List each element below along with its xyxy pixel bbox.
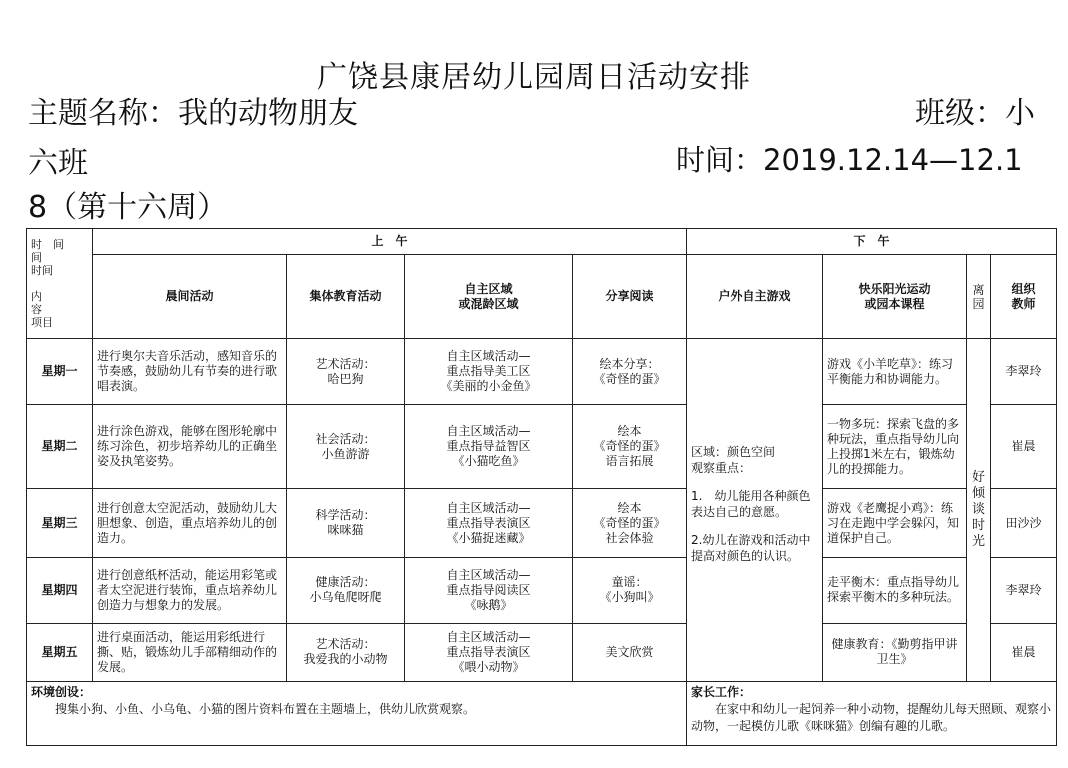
header-corner-cell [27, 229, 93, 339]
outdoor-focus: 观察重点： [691, 461, 752, 476]
teacher-cell: 李翠玲 [991, 339, 1057, 405]
area-cell [405, 405, 573, 489]
parent-work-body: 在家中和幼儿一起饲养一种小动物，提醒幼儿每天照顾、观察小动物，一起模仿儿歌《咪咪猫》创编有趣的儿歌。 [691, 701, 1052, 733]
collective-line: 健康活动： [315, 575, 376, 590]
teacher-cell: 崔晨 [991, 405, 1057, 489]
collective-cell [287, 557, 405, 623]
area-line: 重点指导表演区 [446, 644, 531, 659]
col-leave [967, 255, 991, 339]
reading-line: 语言拓展 [605, 454, 654, 469]
col-teacher [991, 255, 1057, 339]
col-sunshine-line: 或园本课程 [864, 296, 925, 311]
table-row [27, 339, 1057, 405]
reading-cell [573, 489, 687, 557]
morning-header: 上 午 [93, 229, 687, 255]
corner-line: 内 [31, 290, 42, 304]
area-line: 《小猫吃鱼》 [452, 454, 525, 469]
leave-char: 倾 [972, 486, 986, 502]
area-line: 自主区域活动— [446, 349, 531, 364]
reading-line: 《小狗叫》 [599, 590, 660, 605]
sunshine-cell: 游戏《老鹰捉小鸡》：练习在走跑中学会躲闪，知道保护自己。 [823, 489, 967, 557]
area-cell [405, 489, 573, 557]
reading-line: 绘本 [617, 424, 642, 439]
class-label: 班级：小 [915, 96, 1035, 131]
col-morning-activity: 晨间活动 [93, 255, 287, 339]
afternoon-header: 下 午 [687, 229, 1057, 255]
collective-line: 咪咪猫 [327, 523, 364, 538]
area-cell [405, 623, 573, 681]
morning-activity-cell: 进行创意太空泥活动，鼓励幼儿大胆想象、创造，重点培养幼儿的创造力。 [93, 489, 287, 557]
reading-line: 《奇怪的蛋》 [593, 439, 666, 454]
morning-activity-cell: 进行桌面活动，能运用彩纸进行撕、贴，锻炼幼儿手部精细动作的发展。 [93, 623, 287, 681]
table-row [27, 557, 1057, 623]
outdoor-game-cell [687, 339, 823, 682]
day-label: 星期五 [27, 623, 93, 681]
schedule-table [26, 228, 1057, 746]
sunshine-cell: 一物多玩：探索飞盘的多种玩法，重点指导幼儿向上投掷1米左右，锻炼幼儿的投掷能力。 [823, 405, 967, 489]
area-line: 自主区域活动— [446, 500, 531, 515]
day-label: 星期二 [27, 405, 93, 489]
collective-line: 哈巴狗 [327, 371, 364, 386]
collective-line: 小鱼游游 [321, 446, 370, 461]
class-name-continued: 六班 [28, 146, 88, 181]
col-outdoor-game: 户外自主游戏 [687, 255, 823, 339]
table-row [27, 405, 1057, 489]
corner-line: 容 [31, 303, 42, 317]
col-area-line: 或混龄区域 [458, 296, 519, 311]
day-label: 星期一 [27, 339, 93, 405]
area-line: 重点指导表演区 [446, 515, 531, 530]
date-range: 时间：2019.12.14—12.1 [676, 143, 1023, 177]
col-area-activity [405, 255, 573, 339]
collective-line: 艺术活动： [315, 356, 376, 371]
col-teacher-line: 教师 [1011, 296, 1036, 311]
corner-line [31, 277, 88, 290]
area-line: 自主区域活动— [446, 629, 531, 644]
collective-cell [287, 623, 405, 681]
week-label: 8（第十六周） [28, 190, 228, 225]
leave-char: 好 [972, 470, 986, 486]
day-label: 星期四 [27, 557, 93, 623]
collective-cell [287, 405, 405, 489]
morning-activity-cell: 进行涂色游戏，能够在图形轮廓中练习涂色，初步培养幼儿的正确坐姿及执笔姿势。 [93, 405, 287, 489]
col-sunshine-sports [823, 255, 967, 339]
col-teacher-line: 组织 [1011, 281, 1036, 296]
area-line: 自主区域活动— [446, 567, 531, 582]
col-leave-char: 园 [972, 296, 985, 311]
teacher-cell: 崔晨 [991, 623, 1057, 681]
area-line: 自主区域活动— [446, 424, 531, 439]
collective-line: 我爱我的小动物 [303, 652, 388, 667]
sunshine-cell: 游戏《小羊吃草》：练习平衡能力和协调能力。 [823, 339, 967, 405]
outdoor-area: 区域：颜色空间 [691, 445, 776, 460]
collective-line: 艺术活动： [315, 637, 376, 652]
area-cell [405, 557, 573, 623]
col-sunshine-line: 快乐阳光运动 [858, 281, 931, 296]
environment-body: 搜集小狗、小鱼、小乌龟、小猫的图片资料布置在主题墙上，供幼儿欣赏观察。 [55, 701, 476, 716]
sunshine-cell: 健康教育：《勤剪指甲讲卫生》 [823, 623, 967, 681]
reading-line: 《奇怪的蛋》 [593, 515, 666, 530]
morning-activity-cell: 进行奥尔夫音乐活动，感知音乐的节奏感，鼓励幼儿有节奏的进行歌唱表演。 [93, 339, 287, 405]
page-title: 广饶县康居幼儿园周日活动安排 [317, 60, 751, 95]
reading-line: 《奇怪的蛋》 [593, 371, 666, 386]
leave-char: 时 [972, 518, 986, 534]
corner-line: 间 [31, 251, 42, 265]
environment-section [27, 681, 687, 745]
theme-name: 主题名称：我的动物朋友 [28, 96, 358, 131]
environment-title: 环境创设： [31, 684, 92, 699]
reading-line: 美文欣赏 [605, 644, 654, 659]
reading-cell [573, 623, 687, 681]
area-line: 重点指导美工区 [446, 364, 531, 379]
collective-line: 社会活动： [315, 431, 376, 446]
area-line: 《小猫捉迷藏》 [446, 530, 531, 545]
col-collective-education: 集体教育活动 [287, 255, 405, 339]
corner-line: 时 间 [31, 238, 64, 252]
leave-char: 谈 [972, 502, 986, 518]
reading-cell [573, 339, 687, 405]
parent-work-title: 家长工作： [691, 684, 752, 699]
area-cell [405, 339, 573, 405]
reading-line: 绘本 [617, 500, 642, 515]
area-line: 《喂小动物》 [452, 659, 525, 674]
reading-line: 童谣： [611, 575, 648, 590]
collective-line: 小乌龟爬呀爬 [309, 590, 382, 605]
corner-line: 项目 [31, 316, 53, 330]
parent-work-section [687, 681, 1057, 745]
reading-cell [573, 557, 687, 623]
col-area-line: 自主区域 [464, 281, 513, 296]
sunshine-cell: 走平衡木：重点指导幼儿探索平衡木的多种玩法。 [823, 557, 967, 623]
area-line: 《美丽的小金鱼》 [440, 379, 537, 394]
reading-line: 社会体验 [605, 530, 654, 545]
col-leave-char: 离 [972, 282, 985, 297]
outdoor-point: 2.幼儿在游戏和活动中提高对颜色的认识。 [691, 533, 811, 564]
area-line: 《咏鹅》 [464, 597, 513, 612]
collective-cell [287, 339, 405, 405]
leave-time-cell [967, 339, 991, 682]
teacher-cell: 李翠玲 [991, 557, 1057, 623]
collective-line: 科学活动： [315, 508, 376, 523]
area-line: 重点指导益智区 [446, 439, 531, 454]
reading-cell [573, 405, 687, 489]
day-label: 星期三 [27, 489, 93, 557]
corner-line: 时间 [31, 264, 53, 278]
leave-char: 光 [972, 534, 986, 550]
area-line: 重点指导阅读区 [446, 582, 531, 597]
collective-cell [287, 489, 405, 557]
reading-line: 绘本分享： [599, 356, 660, 371]
table-row [27, 623, 1057, 681]
morning-activity-cell: 进行创意纸杯活动，能运用彩笔或者太空泥进行装饰，重点培养幼儿创造力与想象力的发展。 [93, 557, 287, 623]
outdoor-point: 1. 幼儿能用各种颜色表达自己的意愿。 [691, 489, 811, 520]
table-row [27, 489, 1057, 557]
teacher-cell: 田沙沙 [991, 489, 1057, 557]
col-shared-reading: 分享阅读 [573, 255, 687, 339]
